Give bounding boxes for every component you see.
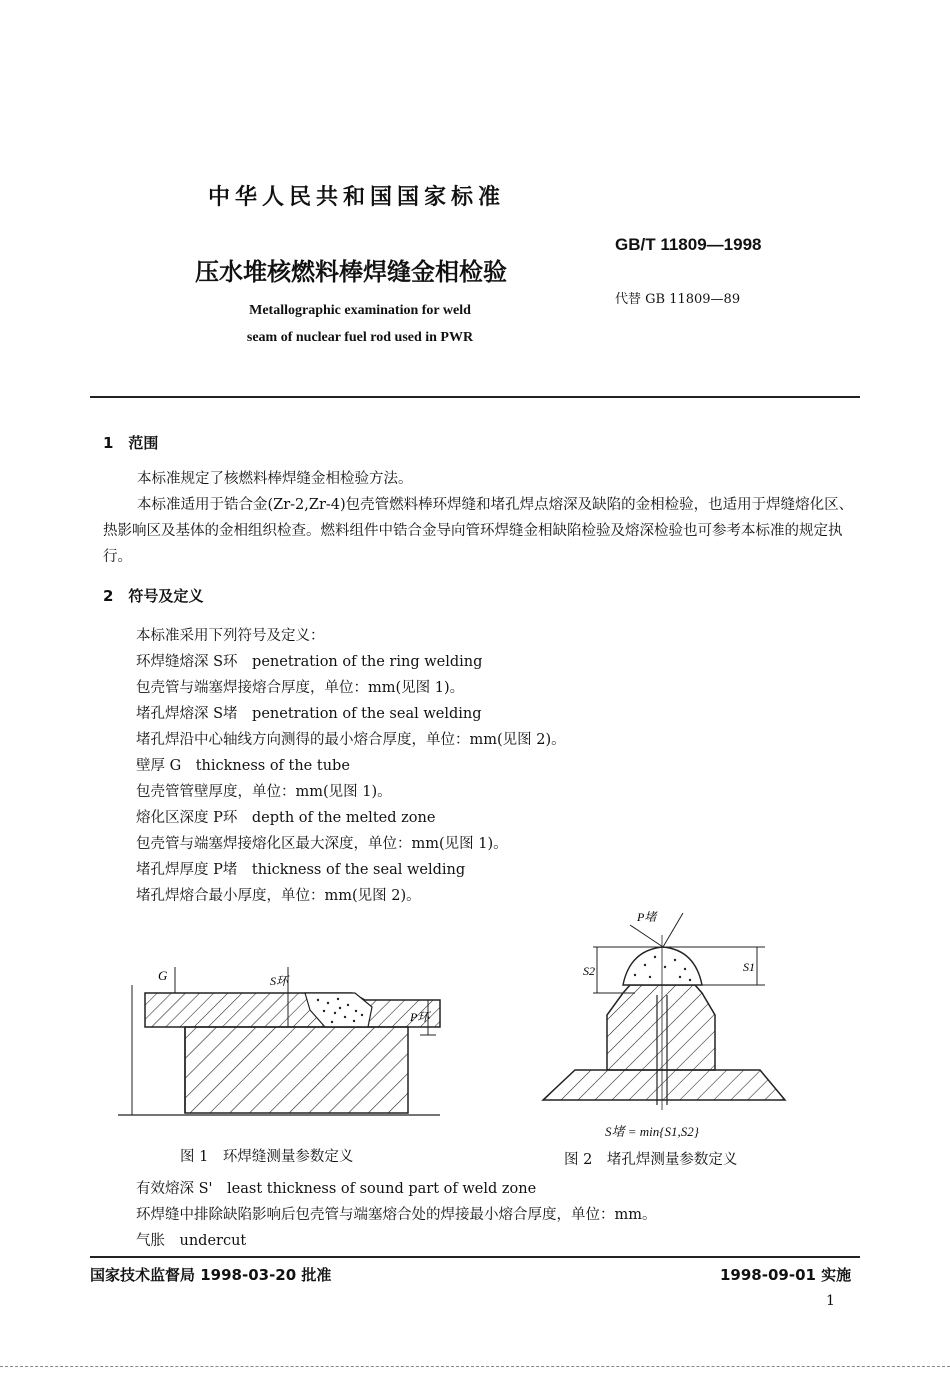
label-p-seal: P堵 bbox=[637, 910, 657, 924]
section-1-body bbox=[103, 466, 855, 570]
definition-line: 包壳管与端塞焊接熔合厚度，单位：mm(见图 1)。 bbox=[136, 680, 465, 696]
section-1-para-2: 本标准适用于锆合金(Zr-2,Zr-4)包壳管燃料棒环焊缝和堵孔焊点熔深及缺陷的金相检验，也适用于焊缝熔化区、热影响区及基体的金相组织检查。燃料组件中锆合金导向管环焊缝金相缺陷检验及熔深检验也可参考本标准的规定执行。 bbox=[103, 497, 854, 565]
label-g: G bbox=[158, 968, 168, 983]
implementation-date: 1998-09-01 实施 bbox=[720, 1266, 852, 1284]
figure-2-caption: 图 2 堵孔焊测量参数定义 bbox=[564, 1152, 738, 1168]
definition-line: 包壳管管壁厚度，单位：mm(见图 1)。 bbox=[136, 784, 392, 800]
definition-line: 壁厚 G thickness of the tube bbox=[136, 758, 350, 774]
document-title: 压水堆核燃料棒焊缝金相检验 bbox=[195, 258, 507, 286]
definition-line: 熔化区深度 P环 depth of the melted zone bbox=[136, 810, 436, 826]
definition-line: 堵孔焊厚度 P堵 thickness of the seal welding bbox=[136, 862, 466, 878]
english-title-line-1: Metallographic examination for weld bbox=[249, 303, 471, 318]
footer-divider bbox=[90, 1256, 860, 1258]
label-s2: S2 bbox=[583, 964, 595, 978]
definition-line: 气胀 undercut bbox=[136, 1233, 247, 1249]
standard-category-title: 中华人民共和国国家标准 bbox=[208, 185, 506, 210]
page-number: 1 bbox=[826, 1293, 835, 1309]
section-1-heading: 1 范围 bbox=[103, 434, 159, 452]
approval-date: 国家技术监督局 1998-03-20 批准 bbox=[90, 1266, 332, 1284]
label-p-ring: P环 bbox=[410, 1010, 430, 1024]
definition-line: 环焊缝熔深 S环 penetration of the ring welding bbox=[136, 654, 483, 670]
definition-line: 有效熔深 S' least thickness of sound part of weld zone bbox=[136, 1181, 537, 1197]
section-2-heading: 2 符号及定义 bbox=[103, 587, 204, 605]
section-1-para-1: 本标准规定了核燃料棒焊缝金相检验方法。 bbox=[137, 471, 413, 487]
definition-line: 堵孔焊沿中心轴线方向测得的最小熔合厚度，单位：mm(见图 2)。 bbox=[136, 732, 566, 748]
definition-line: 包壳管与端塞焊接熔化区最大深度，单位：mm(见图 1)。 bbox=[136, 836, 508, 852]
label-s1: S1 bbox=[743, 960, 755, 974]
figure-1-ring-weld-diagram bbox=[110, 955, 450, 1125]
standard-number: GB/T 11809—1998 bbox=[615, 235, 762, 254]
english-title-line-2: seam of nuclear fuel rod used in PWR bbox=[246, 330, 474, 345]
label-s-ring: S环 bbox=[270, 974, 289, 988]
scan-edge-line bbox=[0, 1366, 950, 1367]
figure-2-formula: S堵 = min{S1,S2} bbox=[605, 1124, 699, 1139]
figure-2-seal-weld-diagram bbox=[535, 905, 795, 1120]
header-divider bbox=[90, 396, 860, 398]
figure-1-caption: 图 1 环焊缝测量参数定义 bbox=[180, 1149, 354, 1165]
replaces-standard: 代替 GB 11809—89 bbox=[615, 292, 741, 307]
definition-line: 堵孔焊熔深 S堵 penetration of the seal welding bbox=[136, 706, 482, 722]
definition-line: 环焊缝中排除缺陷影响后包壳管与端塞熔合处的焊接最小熔合厚度，单位：mm。 bbox=[136, 1207, 657, 1223]
definition-line: 本标准采用下列符号及定义： bbox=[136, 628, 325, 644]
definition-line: 堵孔焊熔合最小厚度，单位：mm(见图 2)。 bbox=[136, 888, 421, 904]
